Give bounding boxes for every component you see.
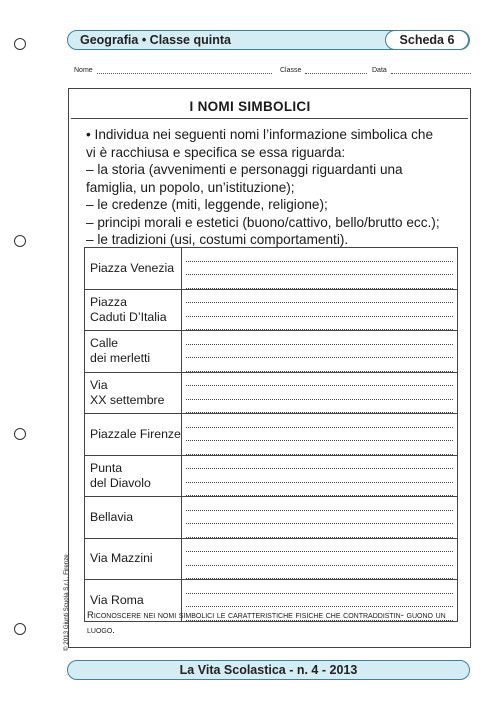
name-label: Nome [74,67,93,74]
worksheet-title: I NOMI SIMBOLICI [189,99,311,114]
answer-lines[interactable] [182,289,458,331]
binder-hole-3 [14,428,26,440]
binder-hole-4 [14,623,26,635]
answer-lines[interactable] [182,248,458,290]
place-name: Via XX settembre [85,372,182,414]
answer-lines[interactable] [182,414,458,456]
instruction-line: – le tradizioni (usi, costumi comportamenti). [86,232,349,247]
instruction-line: – la storia (avvenimenti e personaggi riguardanti una [86,162,403,177]
table-row [85,372,458,414]
class-field [280,67,367,74]
date-field [372,67,471,74]
footnote: Riconoscere nei nomi simbolici le caratteristiche fisiche che contraddistin- guono un luogo. [87,610,446,636]
table-row [85,331,458,373]
table-row [85,248,458,290]
place-name: Piazzale Firenze [85,414,182,456]
table-row [85,497,458,539]
answer-lines[interactable] [182,455,458,497]
footer-bar: La Vita Scolastica - n. 4 - 2013 [67,660,470,680]
instruction-line: • Individua nei seguenti nomi l’informazione simbolica che [86,127,434,142]
place-name: Piazza Caduti D’Italia [85,289,182,331]
answer-lines[interactable] [182,538,458,580]
places-table [84,247,458,622]
subject-label: Geografia • Classe quinta [80,33,231,47]
title-divider [71,118,468,119]
name-field [74,67,272,74]
answer-lines[interactable] [182,331,458,373]
instruction-line: vi è racchiusa e specifica se essa riguarda: [86,144,346,160]
place-name: Punta del Diavolo [85,455,182,497]
place-name: Bellavia [85,497,182,539]
copyright-text: © 2013 Giunti Scuola S.r.l., Firenze [63,554,70,651]
table-row [85,455,458,497]
class-label: Classe [280,67,302,74]
binder-hole-2 [14,235,26,247]
answer-lines[interactable] [182,497,458,539]
date-label: Data [372,67,387,74]
instruction-line: famiglia, un popolo, un’istituzione); [86,179,295,195]
place-name: Via Roma [85,580,182,622]
instruction-line: – principi morali e estetici (buono/cattivo, bello/brutto ecc.); [86,214,440,230]
binder-hole-1 [14,38,26,50]
answer-lines[interactable] [182,372,458,414]
place-name: Calle dei merletti [85,331,182,373]
place-name: Piazza Venezia [85,248,182,290]
instructions [86,126,466,249]
sheet-number: Scheda 6 [385,30,469,50]
table-row [85,289,458,331]
table-row [85,538,458,580]
table-row [85,414,458,456]
instruction-line: – le credenze (miti, leggende, religione); [86,197,328,212]
place-name: Via Mazzini [85,538,182,580]
header-bar [67,30,470,50]
